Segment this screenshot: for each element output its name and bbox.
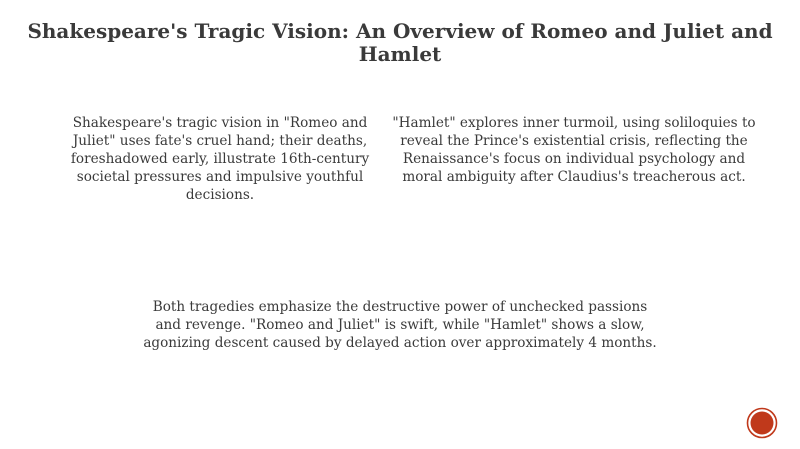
comparison-paragraph: Both tragedies emphasize the destructive power of unchecked passions and revenge. "Romeo and Juliet" is swift, while "Hamlet" shows a slow, agonizing descent caused by delayed action over approximately 4 months.: [143, 299, 657, 351]
red-circle-icon: [746, 407, 778, 439]
romeo-juliet-paragraph: Shakespeare's tragic vision in "Romeo and Juliet" uses fate's cruel hand; their deaths, foreshadowed early, illustrate 16th-century societal pressures and impulsive youthful decisions.: [70, 115, 370, 203]
hamlet-paragraph: "Hamlet" explores inner turmoil, using soliloquies to reveal the Prince's existential crisis, reflecting the Renaissance's focus on individual psychology and moral ambiguity after Claudius's treacherous act.: [392, 115, 756, 185]
slide-corner-button[interactable]: [746, 407, 778, 439]
slide-title: Shakespeare's Tragic Vision: An Overview of Romeo and Juliet and Hamlet: [27, 19, 773, 66]
